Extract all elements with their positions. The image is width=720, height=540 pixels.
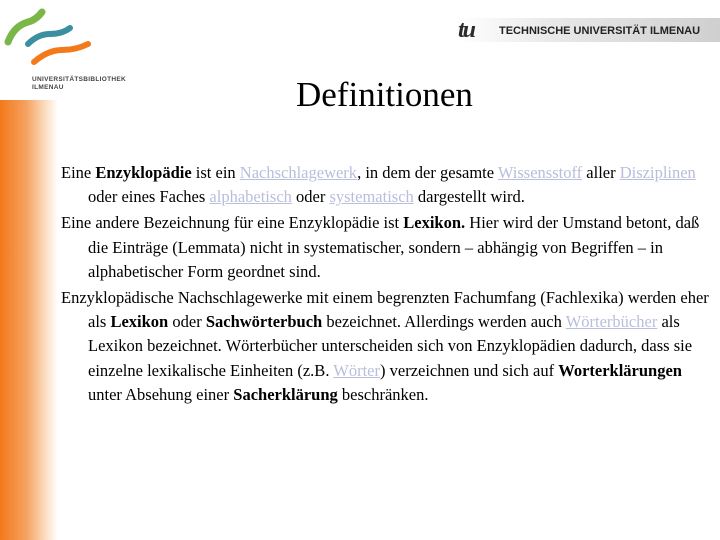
- bold-term: Sacherklärung: [233, 384, 338, 404]
- text-run: Eine: [61, 163, 96, 182]
- paragraph-enzyklopaedie: [61, 161, 711, 209]
- link-woerterbuecher[interactable]: Wörterbücher: [565, 312, 658, 332]
- text-run: dargestellt wird.: [413, 187, 525, 207]
- text-run: ) verzeichnen und sich auf: [380, 360, 559, 380]
- bold-term: Enzyklopädie: [95, 163, 192, 182]
- bold-term: Lexikon: [110, 312, 169, 332]
- bold-term: Lexikon.: [403, 213, 466, 233]
- text-run: Hier wird der Umstand betont, daß die Einträge (Lemmata) nicht in systematischer, sondern – abhängig von Begriffen – in alphabetischer Form geordnet sind.: [88, 213, 700, 281]
- text-run: oder: [291, 187, 330, 207]
- library-logo: [0, 0, 140, 100]
- tu-name-text: TECHNISCHE UNIVERSITÄT ILMENAU: [499, 25, 701, 37]
- text-run: ist ein: [191, 163, 240, 182]
- text-run: , in dem der gesamte: [357, 163, 498, 182]
- bold-term: Sachwörterbuch: [205, 312, 323, 332]
- text-run: bezeichnet. Allerdings werden auch: [322, 312, 566, 332]
- link-woerter[interactable]: Wörter: [333, 360, 381, 380]
- text-run: Enzyklopädische Nachschlagewerke mit einem begrenzten Fachumfang (Fachlexika) werden eher als: [61, 288, 709, 332]
- text-run: Eine andere Bezeichnung für eine Enzyklopädie ist: [61, 213, 404, 233]
- link-systematisch[interactable]: systematisch: [329, 187, 414, 207]
- library-logo-icon: [4, 8, 94, 74]
- text-run: oder: [168, 312, 206, 332]
- text-run: aller: [582, 163, 620, 182]
- logo-text-line1: UNIVERSITÄTSBIBLIOTHEK: [32, 76, 126, 83]
- text-run: beschränken.: [337, 384, 429, 404]
- slide-content: [61, 161, 711, 409]
- logo-text-line2: ILMENAU: [32, 84, 64, 91]
- link-nachschlagewerk[interactable]: Nachschlagewerk: [239, 163, 358, 182]
- link-wissensstoff[interactable]: Wissensstoff: [497, 163, 583, 182]
- text-run: unter Absehung einer: [88, 384, 234, 404]
- paragraph-lexikon: [61, 211, 711, 284]
- text-run: als Lexikon bezeichnet. Wörterbücher unterscheiden sich von Enzyklopädien dadurch, dass sie einzelne lexikalische Einheiten (z.B.: [88, 312, 693, 380]
- link-disziplinen[interactable]: Disziplinen: [619, 163, 696, 182]
- paragraph-fachlexika: [61, 286, 711, 407]
- text-run: oder eines Faches: [88, 187, 210, 207]
- page-title: Definitionen: [296, 75, 473, 114]
- bold-term: Worterklärungen: [558, 360, 682, 380]
- tu-logo-mark: tu: [458, 17, 475, 43]
- link-alphabetisch[interactable]: alphabetisch: [209, 187, 292, 207]
